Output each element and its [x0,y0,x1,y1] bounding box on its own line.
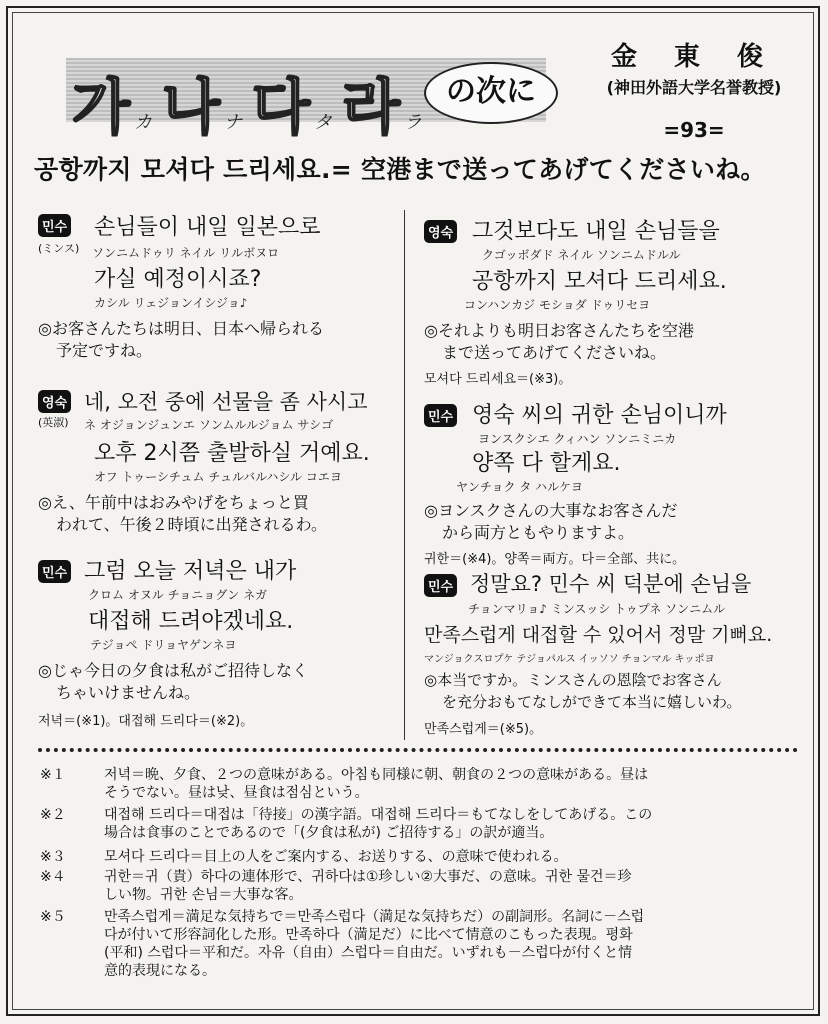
column-divider [404,210,405,740]
footnote-number: ※３ [40,849,66,865]
footnote-line: 대접해 드리다＝대접は「待接」の漢字語。대접해 드리다＝もてなしをしてあげる。この [104,807,653,823]
logo-hangul-ra: 라 [342,73,402,143]
speaker-badge: 민수 [38,560,71,583]
vocab-note: 귀한＝(※4)。양쪽＝両方。다＝全部、共に。 [424,552,686,567]
author-name: 金 東 俊 [610,42,778,72]
korean-line: 가실 예정이시죠? [94,267,262,292]
footnote-text [104,766,824,802]
logo-hangul-da: 다 [252,73,312,143]
footnote-line: 場合は食事のことであるので「(夕食は私が) ご招待する」の訳が適当。 [104,825,554,841]
korean-line: 양쪽 다 할게요. [472,451,621,476]
logo-kana-na: ナ [224,112,242,133]
reading-line: コンハンカジ モショダ ドゥリセヨ [464,298,651,312]
japanese-line: 予定ですね。 [56,341,153,360]
footnote-text [104,806,824,842]
reading-line: カシル リェジョンイシジョ♪ [94,296,248,310]
japanese-line: ◎え、午前中はおみやげをちょっと買 [38,493,309,512]
reading-line: クロム オヌル チョニョグン ネガ [88,588,268,602]
logo-hangul-na: 나 [162,73,222,143]
japanese-line: ◎お客さんたちは明日、日本へ帰られる [38,319,324,338]
speaker-tag: (ミンス) [38,242,80,255]
logo-kana-ta: タ [314,112,332,133]
japanese-line: ちゃいけませんね。 [56,683,201,702]
korean-line: 공항까지 모셔다 드리세요. [472,269,727,294]
korean-line: 손님들이 내일 일본으로 [94,215,321,240]
reading-line: マンジョクスロプケ テジョパルス イッソソ チョンマル キッポヨ [424,654,715,665]
logo-kana-ka: カ [134,112,152,133]
korean-line: 정말요? 민수 씨 덕분에 손님을 [470,572,752,596]
speaker-badge: 영숙 [424,220,457,243]
speaker-badge: 민수 [424,574,457,597]
reading-line: ソンニムドゥリ ネイル リルボヌロ [92,246,280,260]
japanese-line: われて、午後２時頃に出発されるわ。 [56,515,328,534]
footnote-line: (平和) 스럽다＝平和だ。자유（自由）스럽다＝自由だ。いずれも－스럽다が付くと情 [104,945,633,961]
korean-line: 영숙 씨의 귀한 손님이니까 [472,403,727,428]
speaker-badge: 영숙 [38,390,71,413]
reading-line: ネ オジョンジュンエ ソンムルルジョム サシゴ [84,418,334,432]
author-block [594,36,794,142]
reading-line: ヨンスクシエ クィハン ソンニミニカ [478,432,677,446]
footnote-line: 다が付いて形容詞化した形。만족하다（満足だ）に比べて情意のこもった表現。평화 [104,927,633,943]
reading-line: オフ トゥーシチュム チュルバルハシル コエヨ [94,470,342,484]
vocab-note: 만족스럽게＝(※5)。 [424,722,543,737]
footnote-line: 귀한＝귀（貴）하다の連体形で、귀하다は①珍しい②大事だ、の意味。귀한 물건＝珍 [104,869,632,885]
series-logo [52,40,572,143]
japanese-line: を充分おもてなしができて本当に嬉しいわ。 [442,693,742,711]
korean-line: 그것보다도 내일 손님들을 [472,219,720,244]
headline: 공항까지 모셔다 드리세요.= 空港まで送ってあげてくださいね。 [34,155,766,184]
issue-number: =93= [663,118,725,142]
footnote-number: ※４ [40,869,66,885]
japanese-line: ◎ヨンスクさんの大事なお客さんだ [424,501,678,520]
logo-hangul-ga: 가 [72,73,132,143]
korean-line: 그럼 오늘 저녁은 내가 [84,559,297,584]
korean-line: 대접해 드려야겠네요. [88,609,294,634]
japanese-line: から両方ともやりますよ。 [442,523,635,542]
dotted-separator [38,748,798,752]
speaker-tag: (英淑) [38,416,69,429]
japanese-line: ◎じゃ今日の夕食は私がご招待しなく [38,661,308,680]
footnote-text [104,868,824,904]
footnote-line: 저녁＝晩、夕食、２つの意味がある。아침も同様に朝、朝食の２つの意味がある。昼は [104,767,649,783]
japanese-line: ◎それよりも明日お客さんたちを空港 [424,321,694,340]
korean-line: 만족스럽게 대접할 수 있어서 정말 기뻐요. [424,624,773,646]
footnote-number: ※５ [40,909,66,925]
korean-line: 네, 오전 중에 선물을 좀 사시고 [84,390,368,414]
speaker-badge: 민수 [424,404,457,427]
japanese-line: ◎本当ですか。ミンスさんの恩陰でお客さん [424,671,722,689]
reading-line: ヤンチョク タ ハルケヨ [456,480,583,494]
reading-line: テジョペ ドリョヤゲンネヨ [90,638,237,652]
footnote-text [104,848,824,866]
footnote-line: そうでない。昼は낮、昼食は점심という。 [104,785,369,801]
vocab-note: 모셔다 드리세요＝(※3)。 [424,372,572,387]
footnote-number: ※１ [40,767,66,783]
footnote-line: 만족스럽게＝満足な気持ちで＝만족스럽다（満足な気持ちだ）の副詞形。名詞に－스럽 [104,909,645,925]
author-title: (神田外語大学名誉教授) [606,78,782,97]
speaker-badge: 민수 [38,214,71,237]
japanese-line: まで送ってあげてくださいね。 [442,343,667,362]
footnote-text [104,908,824,980]
reading-line: チョンマリョ♪ ミンスッシ トゥプネ ソンニムル [468,602,726,616]
footnote-line: 意的表現になる。 [104,963,216,979]
footnote-number: ※２ [40,807,66,823]
logo-next-bubble: の次に [424,62,558,124]
reading-line: クゴッボダド ネイル ソンニムドルル [482,248,681,262]
korean-line: 오후 2시쯤 출발하실 거예요. [94,441,370,466]
logo-kana-ra: ラ [404,112,422,133]
footnote-line: しい物。귀한 손님＝大事な客。 [104,887,303,903]
footnote-line: 모셔다 드리다＝目上の人をご案内する、お送りする、の意味で使われる。 [104,849,568,865]
vocab-note: 저녁＝(※1)。대접해 드리다＝(※2)。 [38,714,254,729]
